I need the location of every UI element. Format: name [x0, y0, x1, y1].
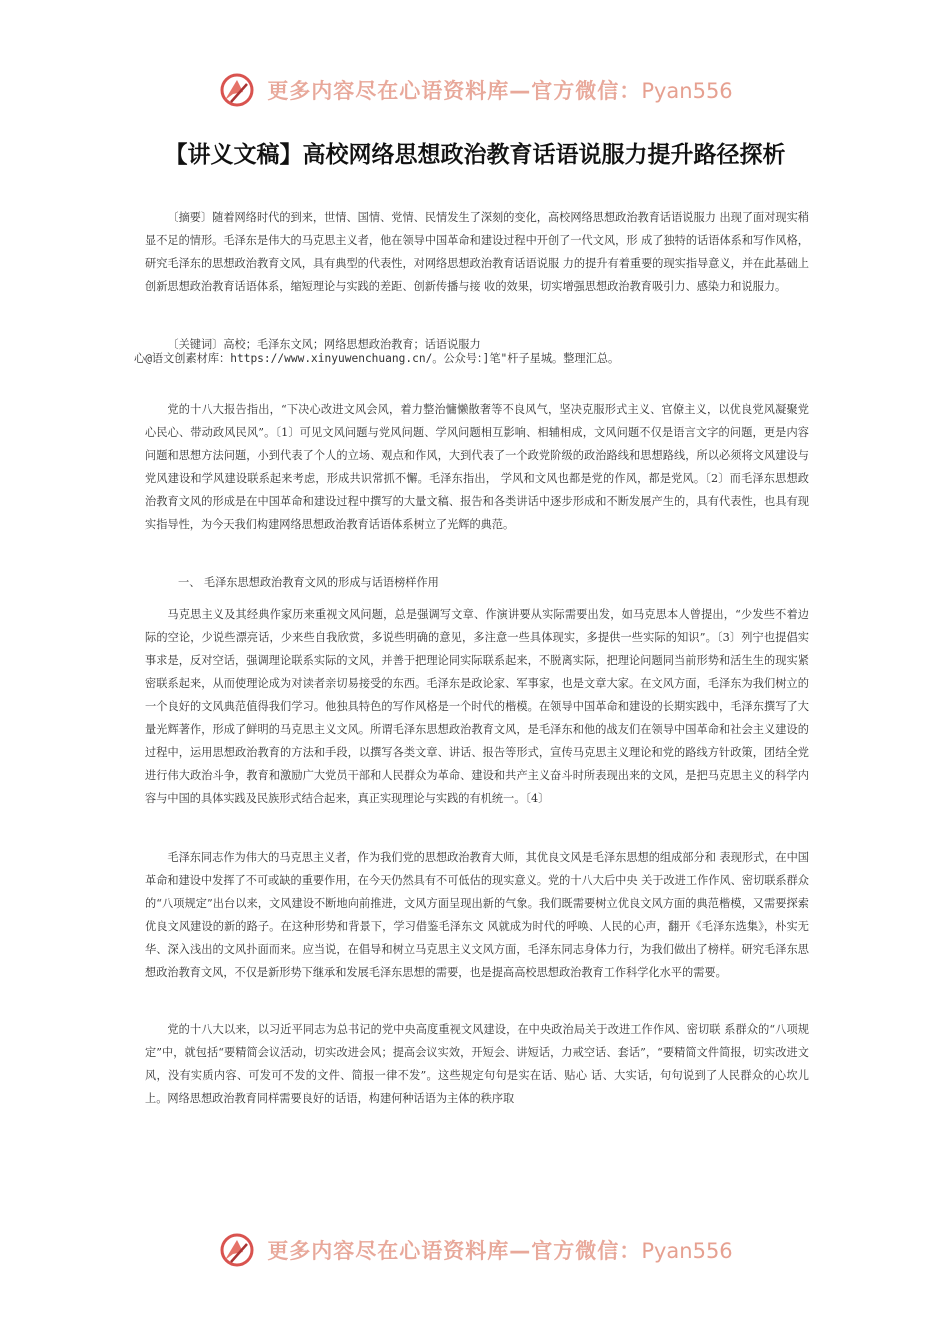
paragraph-3	[145, 846, 809, 984]
watermark-header	[0, 70, 950, 110]
paragraph-2	[145, 603, 809, 810]
abstract-text: 〔摘要〕随着网络时代的到来，世情、国情、党情、民情发生了深刻的变化，高校网络思想政治教育话语说服力 出现了面对现实稍显不足的情形。毛泽东是伟大的马克思主义者，他在领导中国革命和建设过程中开创了一代文风，形 成了独特的话语体系和写作风格，研究毛泽东的思想政治教育文风，具有典型的代表性，对网络思想政治教育话语说服 力的提升有着重要的现实指导意义，并在此基础上创新思想政治教育话语体系，缩短理论与实践的差距、创新传播与接 收的效果，切实增强思想政治教育吸引力、感染力和说服力。	[145, 211, 809, 293]
keywords-text: 〔关键词〕高校；毛泽东文风；网络思想政治教育；话语说服力	[167, 338, 481, 351]
logo-icon	[217, 70, 257, 110]
section-heading: 一、 毛泽东思想政治教育文风的形成与话语榜样作用	[178, 576, 439, 589]
paragraph-1-text: 党的十八大报告指出，“下决心改进文风会风，着力整治慵懒散奢等不良风气，坚决克服形式主义、官僚主义，以优良党风凝聚党心民心、带动政风民风”。〔1〕可见文风问题与党风问题、学风问题相互影响、相辅相成，文风问题不仅是语言文字的问题，更是内容问题和思想方法问题，小到代表了个人的立场、观点和作风，大到代表了一个政党阶级的政治路线和思想路线，所以必须将文风建设与党风建设和学风建设联系起来考虑，形成共识常抓不懈。毛泽东指出， 学风和文风也都是党的作风，都是党风。〔2〕而毛泽东思想政治教育文风的形成是在中国革命和建设过程中撰写的大量文稿、报告和各类讲话中逐步形成和不断发展产生的，具有代表性，也具有现实指导性，为今天我们构建网络思想政治教育话语体系树立了光辉的典范。	[145, 403, 809, 531]
paragraph-2-text: 马克思主义及其经典作家历来重视文风问题，总是强调写文章、作演讲要从实际需要出发，如马克思本人曾提出，“少发些不着边际的空论，少说些漂亮话，少来些自我欣赏，多说些明确的意见，多注意一些具体现实，多提供一些实际的知识”。〔3〕列宁也提倡实事求是，反对空话，强调理论联系实际的文风，并善于把理论同实际联系起来，不脱离实际，把理论问题同当前形势和活生生的现实紧密联系起来，从而使理论成为对读者亲切易接受的东西。毛泽东是政论家、军事家，也是文章大家。在文风方面，毛泽东为我们树立的一个良好的文风典范值得我们学习。他独具特色的写作风格是一个时代的楷模。在领导中国革命和建设的长期实践中，毛泽东撰写了大量光辉著作，形成了鲜明的马克思主义文风。所谓毛泽东思想政治教育文风，是毛泽东和他的战友们在领导中国革命和社会主义建设的过程中，运用思想政治教育的方法和手段，以撰写各类文章、讲话、报告等形式，宣传马克思主义理论和党的路线方针政策，团结全党进行伟大政治斗争，教育和激励广大党员干部和人民群众为革命、建设和共产主义奋斗时所表现出来的文风，是把马克思主义的科学内容与中国的具体实践及民族形式结合起来，真正实现理论与实践的有机统一。〔4〕	[145, 608, 809, 805]
paragraph-4	[145, 1018, 809, 1110]
watermark-text: 更多内容尽在心语资料库—官方微信：Pyan556	[267, 1239, 733, 1263]
abstract	[145, 206, 809, 298]
watermark-text: 更多内容尽在心语资料库—官方微信：Pyan556	[267, 79, 733, 103]
paragraph-4-text: 党的十八大以来，以习近平同志为总书记的党中央高度重视文风建设，在中央政治局关于改进工作作风、密切联 系群众的“八项规定”中，就包括“要精简会议活动，切实改进会风；提高会议实效，开短会、讲短话，力戒空话、套话”，“要精简文件简报，切实改进文风，没有实质内容、可发可不发的文件、简报一律不发”。这些规定句句是实在话、贴心 话、大实话，句句说到了人民群众的心坎儿上。网络思想政治教育同样需要良好的话语，构建何种话语为主体的秩序取	[145, 1023, 809, 1105]
watermark-footer	[0, 1230, 950, 1270]
page-title: 【讲义文稿】高校网络思想政治教育话语说服力提升路径探析	[164, 142, 786, 168]
paragraph-1	[145, 398, 809, 536]
logo-icon	[217, 1230, 257, 1270]
source-note: 心@语文创素材库：https://www.xinyuwenchuang.cn/。公众号：]笔"杆子星城。整理汇总。	[134, 352, 620, 365]
paragraph-3-text: 毛泽东同志作为伟大的马克思主义者，作为我们党的思想政治教育大师，其优良文风是毛泽东思想的组成部分和 表现形式，在中国革命和建设中发挥了不可或缺的重要作用，在今天仍然具有不可低估的现实意义。党的十八大后中央 关于改进工作作风、密切联系群众的“八项规定”出台以来，文风建设不断地向前推进，文风方面呈现出新的气象。我们既需要树立优良文风方面的典范楷模，又需要探索优良文风建设的新的路子。在这种形势和背景下，学习借鉴毛泽东文 风就成为时代的呼唤、人民的心声，翻开《毛泽东选集》，朴实无华、深入浅出的文风扑面而来。应当说，在倡导和树立马克思主义文风方面，毛泽东同志身体力行，为我们做出了榜样。研究毛泽东思想政治教育文风，不仅是新形势下继承和发展毛泽东思想的需要，也是提高高校思想政治教育工作科学化水平的需要。	[145, 851, 809, 979]
